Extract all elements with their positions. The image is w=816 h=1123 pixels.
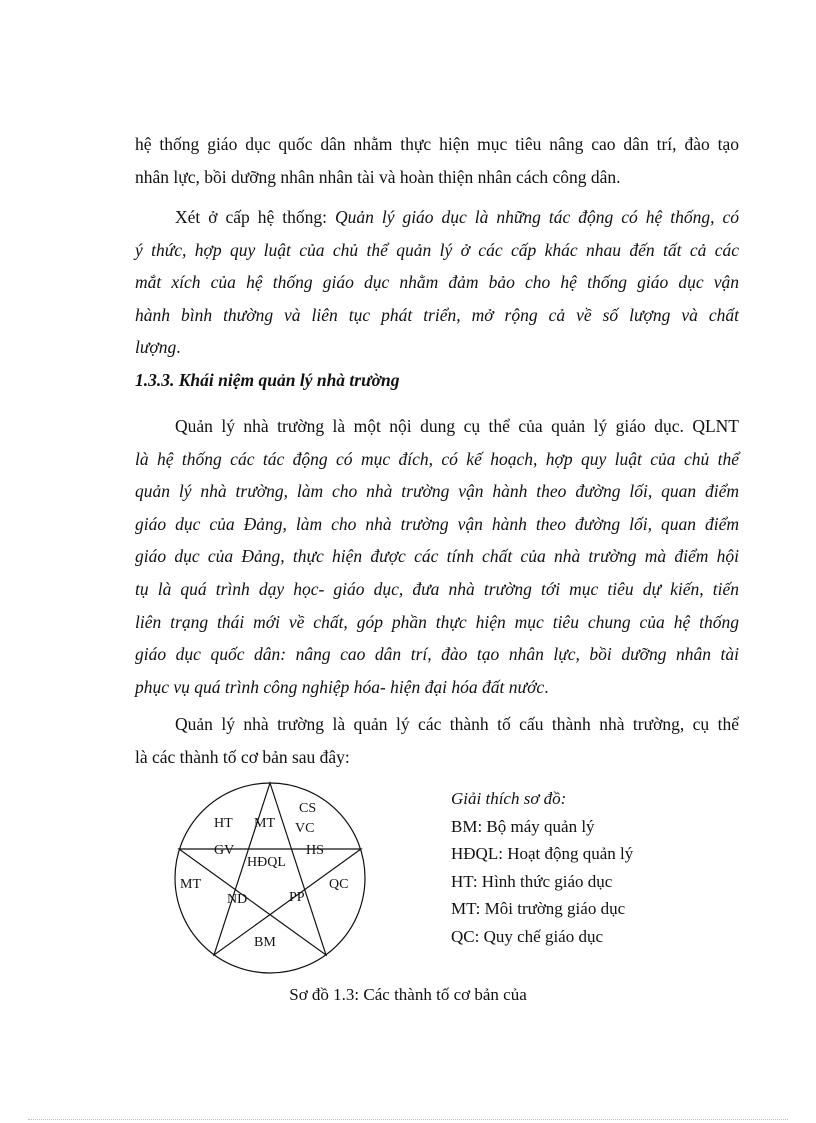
lead-text: Xét ở cấp hệ thống:	[175, 207, 335, 227]
italic-text: phục vụ quá trình công nghiệp hóa- hiện đại hóa đất nước	[135, 676, 545, 697]
text-line: mắt xích của hệ thống giáo dục nhằm đảm bảo cho hệ thống giáo dục vận	[135, 272, 739, 293]
text-line	[135, 201, 739, 234]
text-line: nhân lực, bồi dưỡng nhân nhân tài và hoàn thiện nhân cách công dân.	[135, 166, 621, 187]
label-mt-top: MT	[254, 816, 275, 831]
label-gv: GV	[214, 843, 235, 858]
pentagram-diagram	[160, 778, 380, 978]
diagram-legend	[451, 785, 633, 950]
label-bm: BM	[254, 935, 276, 950]
legend-item: HT: Hình thức giáo dục	[451, 871, 613, 891]
text-line: là các thành tố cơ bản sau đây:	[135, 746, 350, 767]
text-line: giáo dục của Đảng, thực hiện được các tính chất của nhà trường mà điểm hội	[135, 546, 739, 567]
period: .	[544, 676, 549, 697]
paragraph-3	[135, 410, 739, 703]
figure-caption: Sơ đồ 1.3: Các thành tố cơ bản của	[289, 985, 527, 1004]
legend-item: QC: Quy chế giáo dục	[451, 926, 604, 946]
label-pp: PP	[289, 890, 305, 905]
italic-text: lượng	[135, 337, 177, 358]
legend-title: Giải thích sơ đồ:	[451, 789, 567, 808]
text-line: tụ là quá trình dạy học- giáo dục, đưa nhà trường tới mục tiêu dự kiến, tiến	[135, 578, 739, 599]
text-line	[135, 671, 739, 704]
label-vc: VC	[295, 821, 315, 836]
label-hs: HS	[306, 843, 324, 858]
legend-item: BM: Bộ máy quản lý	[451, 816, 595, 836]
label-hdql: HĐQL	[247, 855, 286, 870]
text-line	[135, 331, 739, 364]
text-line: hệ thống giáo dục quốc dân nhằm thực hiện mục tiêu nâng cao dân trí, đào tạo	[135, 134, 739, 154]
paragraph-2	[135, 201, 739, 364]
label-cs: CS	[299, 801, 317, 816]
label-qc: QC	[329, 877, 349, 892]
text-line: là hệ thống các tác động có mục đích, có kế hoạch, hợp quy luật của chủ thể	[135, 448, 739, 469]
text-line: quản lý nhà trường, làm cho nhà trường vận hành theo đường lối, quan điểm	[135, 481, 739, 502]
paragraph-4	[135, 708, 739, 773]
text-line: Quản lý nhà trường là một nội dung cụ thể của quản lý giáo dục. QLNT	[175, 416, 739, 436]
text-line: giáo dục quốc dân: nâng cao dân trí, đào tạo nhân lực, bồi dưỡng nhân tài	[135, 644, 739, 665]
label-nd: ND	[227, 892, 248, 907]
label-ht: HT	[214, 816, 233, 831]
italic-text: Quản lý giáo dục là những tác động có hệ thống, có	[334, 207, 739, 227]
page-bottom-divider	[28, 1119, 788, 1120]
text-line: liên trạng thái mới về chất, góp phần thực hiện mục tiêu chung của hệ thống	[135, 611, 739, 632]
text-line: Quản lý nhà trường là quản lý các thành tố cấu thành nhà trường, cụ thể	[175, 714, 739, 734]
period: .	[176, 337, 181, 358]
text-line: giáo dục của Đảng, làm cho nhà trường vận hành theo đường lối, quan điểm	[135, 513, 739, 534]
text-line: ý thức, hợp quy luật của chủ thể quản lý ở các cấp khác nhau đến tất cả các	[135, 239, 739, 260]
section-heading: 1.3.3. Khái niệm quản lý nhà trường	[135, 370, 400, 390]
label-mt-left: MT	[180, 877, 201, 892]
text-line: hành bình thường và liên tục phát triển, mở rộng cả về số lượng và chất	[135, 304, 739, 325]
paragraph-1	[135, 128, 739, 193]
legend-item: HĐQL: Hoạt động quản lý	[451, 844, 634, 863]
legend-item: MT: Môi trường giáo dục	[451, 899, 626, 918]
